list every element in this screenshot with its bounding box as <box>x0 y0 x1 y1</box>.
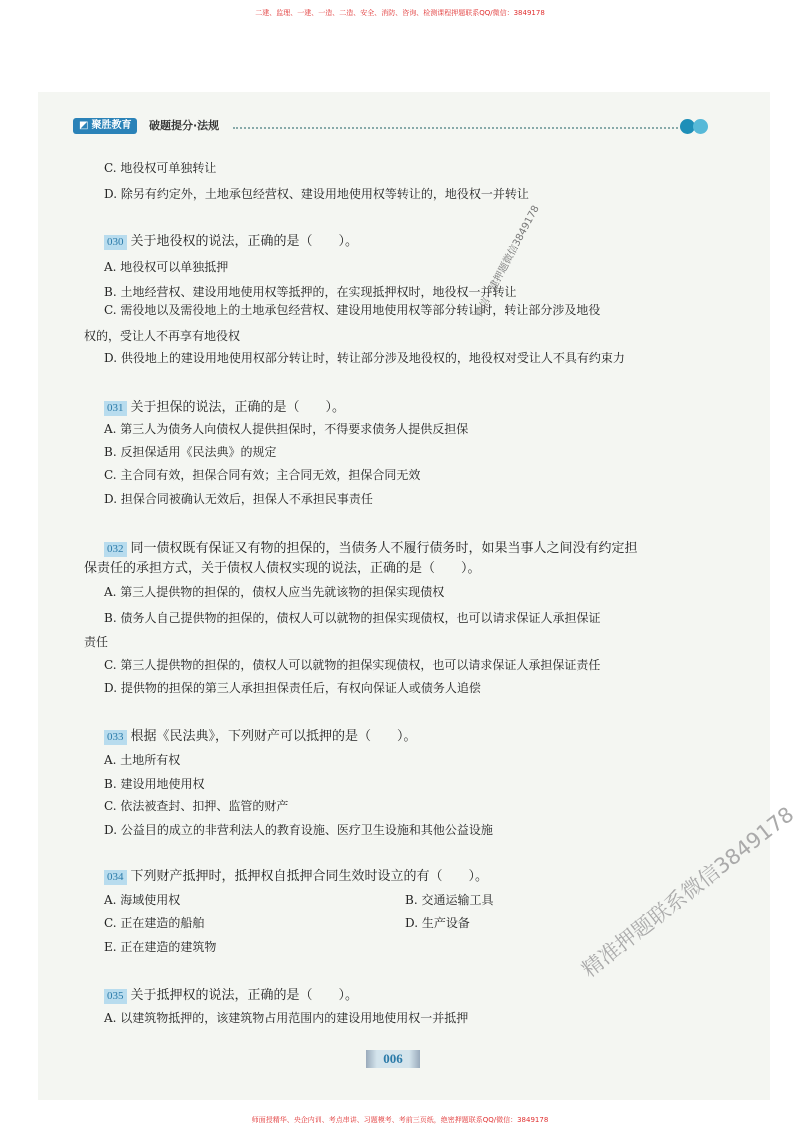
logo-icon: ◩ <box>79 120 89 131</box>
question-text: 根据《民法典》，下列财产可以抵押的是（ ）。 <box>130 729 417 744</box>
option-line: C. 第三人提供物的担保的，债权人可以就物的担保实现债权，也可以请求保证人承担保证责任 <box>104 658 601 672</box>
question-031 <box>104 399 345 417</box>
page-number: 006 <box>366 1050 420 1068</box>
section-title: 破题提分·法规 <box>149 119 220 132</box>
option-line: C. 需役地以及需役地上的土地承包经营权、建设用地使用权等部分转让时，转让部分涉及地役 <box>104 303 601 317</box>
top-banner: 二建、监理、一建、一造、二造、安全、消防、咨询、检测课程押题联系QQ/微信：3849178 <box>255 9 545 17</box>
question-032 <box>104 540 638 558</box>
page-header <box>73 118 713 138</box>
option-line: D. 担保合同被确认无效后，担保人不承担民事责任 <box>104 492 373 506</box>
brand-name: 聚胜教育 <box>91 120 132 131</box>
option-line: D. 供役地上的建设用地使用权部分转让时，转让部分涉及地役权的，地役权对受让人不具有约束力 <box>104 351 625 365</box>
question-number: 031 <box>104 401 127 416</box>
header-circles-icon <box>680 118 714 136</box>
option-line: A. 土地所有权 <box>104 753 181 767</box>
question-text: 关于抵押权的说法，正确的是（ ）。 <box>130 988 359 1003</box>
brand-logo <box>73 118 137 134</box>
option-line: A. 地役权可以单独抵押 <box>104 260 229 274</box>
option-line: E. 正在建造的建筑物 <box>104 940 217 954</box>
option-line: C. 地役权可单独转让 <box>104 161 217 175</box>
question-text: 关于担保的说法，正确的是（ ）。 <box>130 400 346 415</box>
option-line: A. 第三人为债务人向债权人提供担保时，不得要求债务人提供反担保 <box>104 422 469 436</box>
question-text-continued: 保责任的承担方式，关于债权人债权实现的说法，正确的是（ ）。 <box>84 561 481 576</box>
option-line: D. 生产设备 <box>405 916 470 930</box>
question-number: 032 <box>104 542 127 557</box>
option-line: B. 建设用地使用权 <box>104 777 205 791</box>
option-line: C. 依法被查封、扣押、监管的财产 <box>104 799 289 813</box>
option-line: C. 正在建造的船舶 <box>104 916 205 930</box>
option-line: B. 反担保适用《民法典》的规定 <box>104 445 277 459</box>
option-line: A. 海域使用权 <box>104 893 181 907</box>
option-line: D. 除另有约定外，土地承包经营权、建设用地使用权等转让的，地役权一并转让 <box>104 187 529 201</box>
option-line: 责任 <box>84 635 109 649</box>
option-line: D. 公益目的成立的非营利法人的教育设施、医疗卫生设施和其他公益设施 <box>104 823 493 837</box>
option-line: C. 主合同有效，担保合同有效；主合同无效，担保合同无效 <box>104 468 421 482</box>
question-033 <box>104 728 417 746</box>
question-text: 下列财产抵押时，抵押权自抵押合同生效时设立的有（ ）。 <box>130 869 489 884</box>
watermark-large: 精准押题联系微信3849178 <box>577 802 799 983</box>
header-dotted-rule <box>233 127 678 129</box>
question-text: 关于地役权的说法，正确的是（ ）。 <box>130 234 359 249</box>
question-030 <box>104 233 358 251</box>
watermark-small: 微信一建押题微信3849178 <box>473 203 542 320</box>
option-line: B. 债务人自己提供物的担保的，债权人可以就物的担保实现债权，也可以请求保证人承担保证 <box>104 611 601 625</box>
option-line: 权的，受让人不再享有地役权 <box>84 329 241 343</box>
option-line: B. 土地经营权、建设用地使用权等抵押的，在实现抵押权时，地役权一并转让 <box>104 285 517 299</box>
question-text: 同一债权既有保证又有物的担保的，当债务人不履行债务时，如果当事人之间没有约定担 <box>130 541 638 556</box>
bottom-banner: 师面授精华、央企内训、考点串讲、习题模考、考前三页纸，绝密押题联系QQ/微信：3849178 <box>251 1116 549 1124</box>
question-034 <box>104 868 488 886</box>
question-number: 035 <box>104 989 127 1004</box>
option-line: D. 提供物的担保的第三人承担担保责任后，有权向保证人或债务人追偿 <box>104 681 481 695</box>
option-line: A. 以建筑物抵押的，该建筑物占用范围内的建设用地使用权一并抵押 <box>104 1011 469 1025</box>
question-number: 034 <box>104 870 127 885</box>
option-line: B. 交通运输工具 <box>405 893 494 907</box>
question-035 <box>104 987 358 1005</box>
option-line: A. 第三人提供物的担保的，债权人应当先就该物的担保实现债权 <box>104 585 445 599</box>
question-number: 030 <box>104 235 127 250</box>
question-number: 033 <box>104 730 127 745</box>
